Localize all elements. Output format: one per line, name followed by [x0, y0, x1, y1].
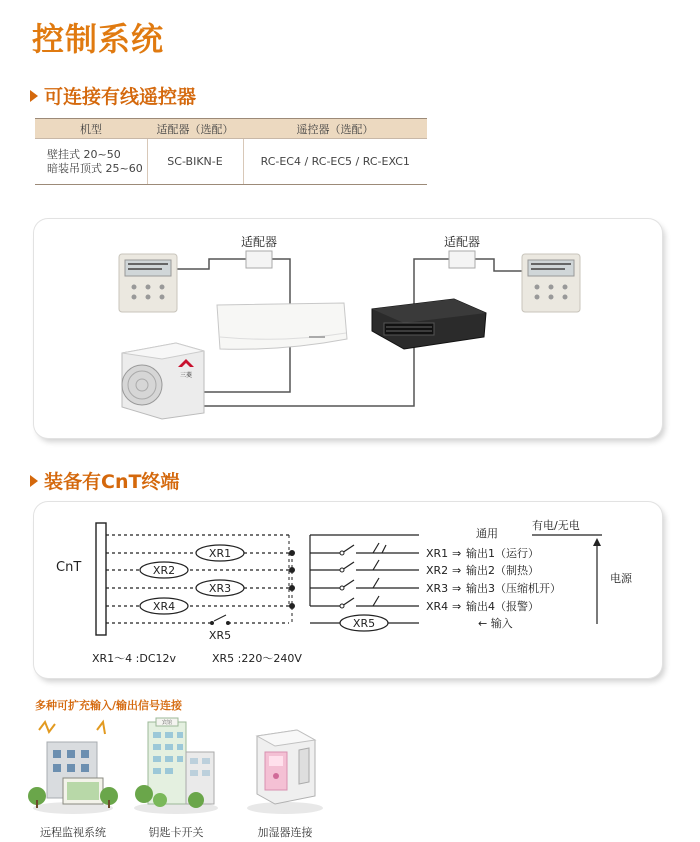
adapter-box-right: [449, 251, 475, 268]
section-title-cnt: [30, 467, 179, 494]
section-title-remote: [30, 82, 196, 109]
outdoor-unit-icon: [122, 343, 204, 419]
cnt-terminal-block: [96, 523, 106, 635]
output-relay: XR1: [426, 547, 449, 560]
xr1-4-note: XR1～4 :DC12v: [92, 652, 177, 665]
output-arrow: ⇒: [452, 564, 462, 577]
arrow-up-icon: [593, 538, 601, 546]
section-arrow-icon: [30, 90, 38, 102]
remote-connection-panel: [34, 219, 662, 438]
app-key-card-switch: [126, 712, 226, 842]
output-text: 输出1（运行）: [466, 547, 539, 560]
model-line: 暗装吊顶式 25~60: [47, 161, 143, 175]
section-arrow-icon: [30, 475, 38, 487]
cnt-terminal-panel: [34, 502, 662, 678]
cell-adapter: SC-BIKN-E: [147, 139, 243, 185]
relay-label: XR3: [208, 582, 232, 595]
remote-spec-table: [35, 118, 427, 185]
output-arrow: ⇒: [452, 582, 462, 595]
cell-model: [35, 139, 147, 185]
adapter-box-left: [246, 251, 272, 268]
hotel-building-icon: [126, 712, 226, 817]
wall-mounted-unit-icon: [217, 303, 347, 349]
relay-label: XR5: [352, 617, 376, 630]
app-label: 加湿器连接: [257, 826, 313, 839]
remote-monitoring-icon: [23, 712, 123, 817]
common-label: 通用: [476, 527, 498, 540]
app-label: 钥匙卡开关: [148, 826, 204, 839]
output-arrow: ⇒: [452, 547, 462, 560]
remote-connection-diagram: [34, 219, 662, 438]
relay-label: XR1: [208, 547, 232, 560]
remote-controller-left-icon: [119, 254, 177, 312]
expansion-title: 多种可扩充输入/输出信号连接: [35, 699, 183, 712]
voltage-note: 有电/无电: [532, 519, 580, 532]
table-header-row: [35, 119, 427, 139]
app-humidifier: [235, 712, 335, 842]
cell-remote: RC-EC4 / RC-EC5 / RC-EXC1: [243, 139, 427, 185]
adapter-label-left: 适配器: [240, 235, 278, 249]
model-line: 壁挂式 20~50: [47, 147, 121, 161]
section-title-text: 装备有CnT终端: [44, 471, 180, 493]
input-label: ← 输入: [478, 617, 513, 630]
hotel-sign: 宾馆: [161, 720, 173, 726]
remote-controller-right-icon: [522, 254, 580, 312]
output-text: 输出3（压缩机开）: [466, 582, 561, 595]
app-label: 远程监视系统: [40, 826, 106, 839]
output-relay: XR2: [426, 564, 449, 577]
cnt-wiring-diagram: [34, 502, 662, 678]
brand-mark: 三菱: [179, 372, 193, 379]
app-remote-monitoring: [23, 712, 123, 842]
output-arrow: ⇒: [452, 600, 462, 613]
relay-label: XR4: [152, 600, 176, 613]
table-row: [35, 139, 427, 185]
header-remote: 遥控器（选配）: [243, 119, 427, 139]
section-title-text: 可连接有线遥控器: [44, 86, 197, 108]
power-label: 电源: [610, 572, 632, 585]
output-text: 输出4（报警）: [466, 600, 539, 613]
relay-label: XR2: [152, 564, 176, 577]
relay-label: XR5: [208, 629, 232, 642]
header-model: 机型: [35, 119, 147, 139]
output-relay: XR3: [426, 582, 449, 595]
ducted-unit-icon: [372, 299, 486, 349]
header-adapter: 适配器（选配）: [147, 119, 243, 139]
humidifier-icon: [235, 712, 335, 817]
page-title: 控制系统: [32, 20, 165, 58]
output-relay: XR4: [426, 600, 449, 613]
xr5-note: XR5 :220～240V: [212, 652, 302, 665]
cnt-label: CnT: [56, 560, 82, 575]
output-text: 输出2（制热）: [466, 564, 539, 577]
adapter-label-right: 适配器: [443, 235, 481, 249]
